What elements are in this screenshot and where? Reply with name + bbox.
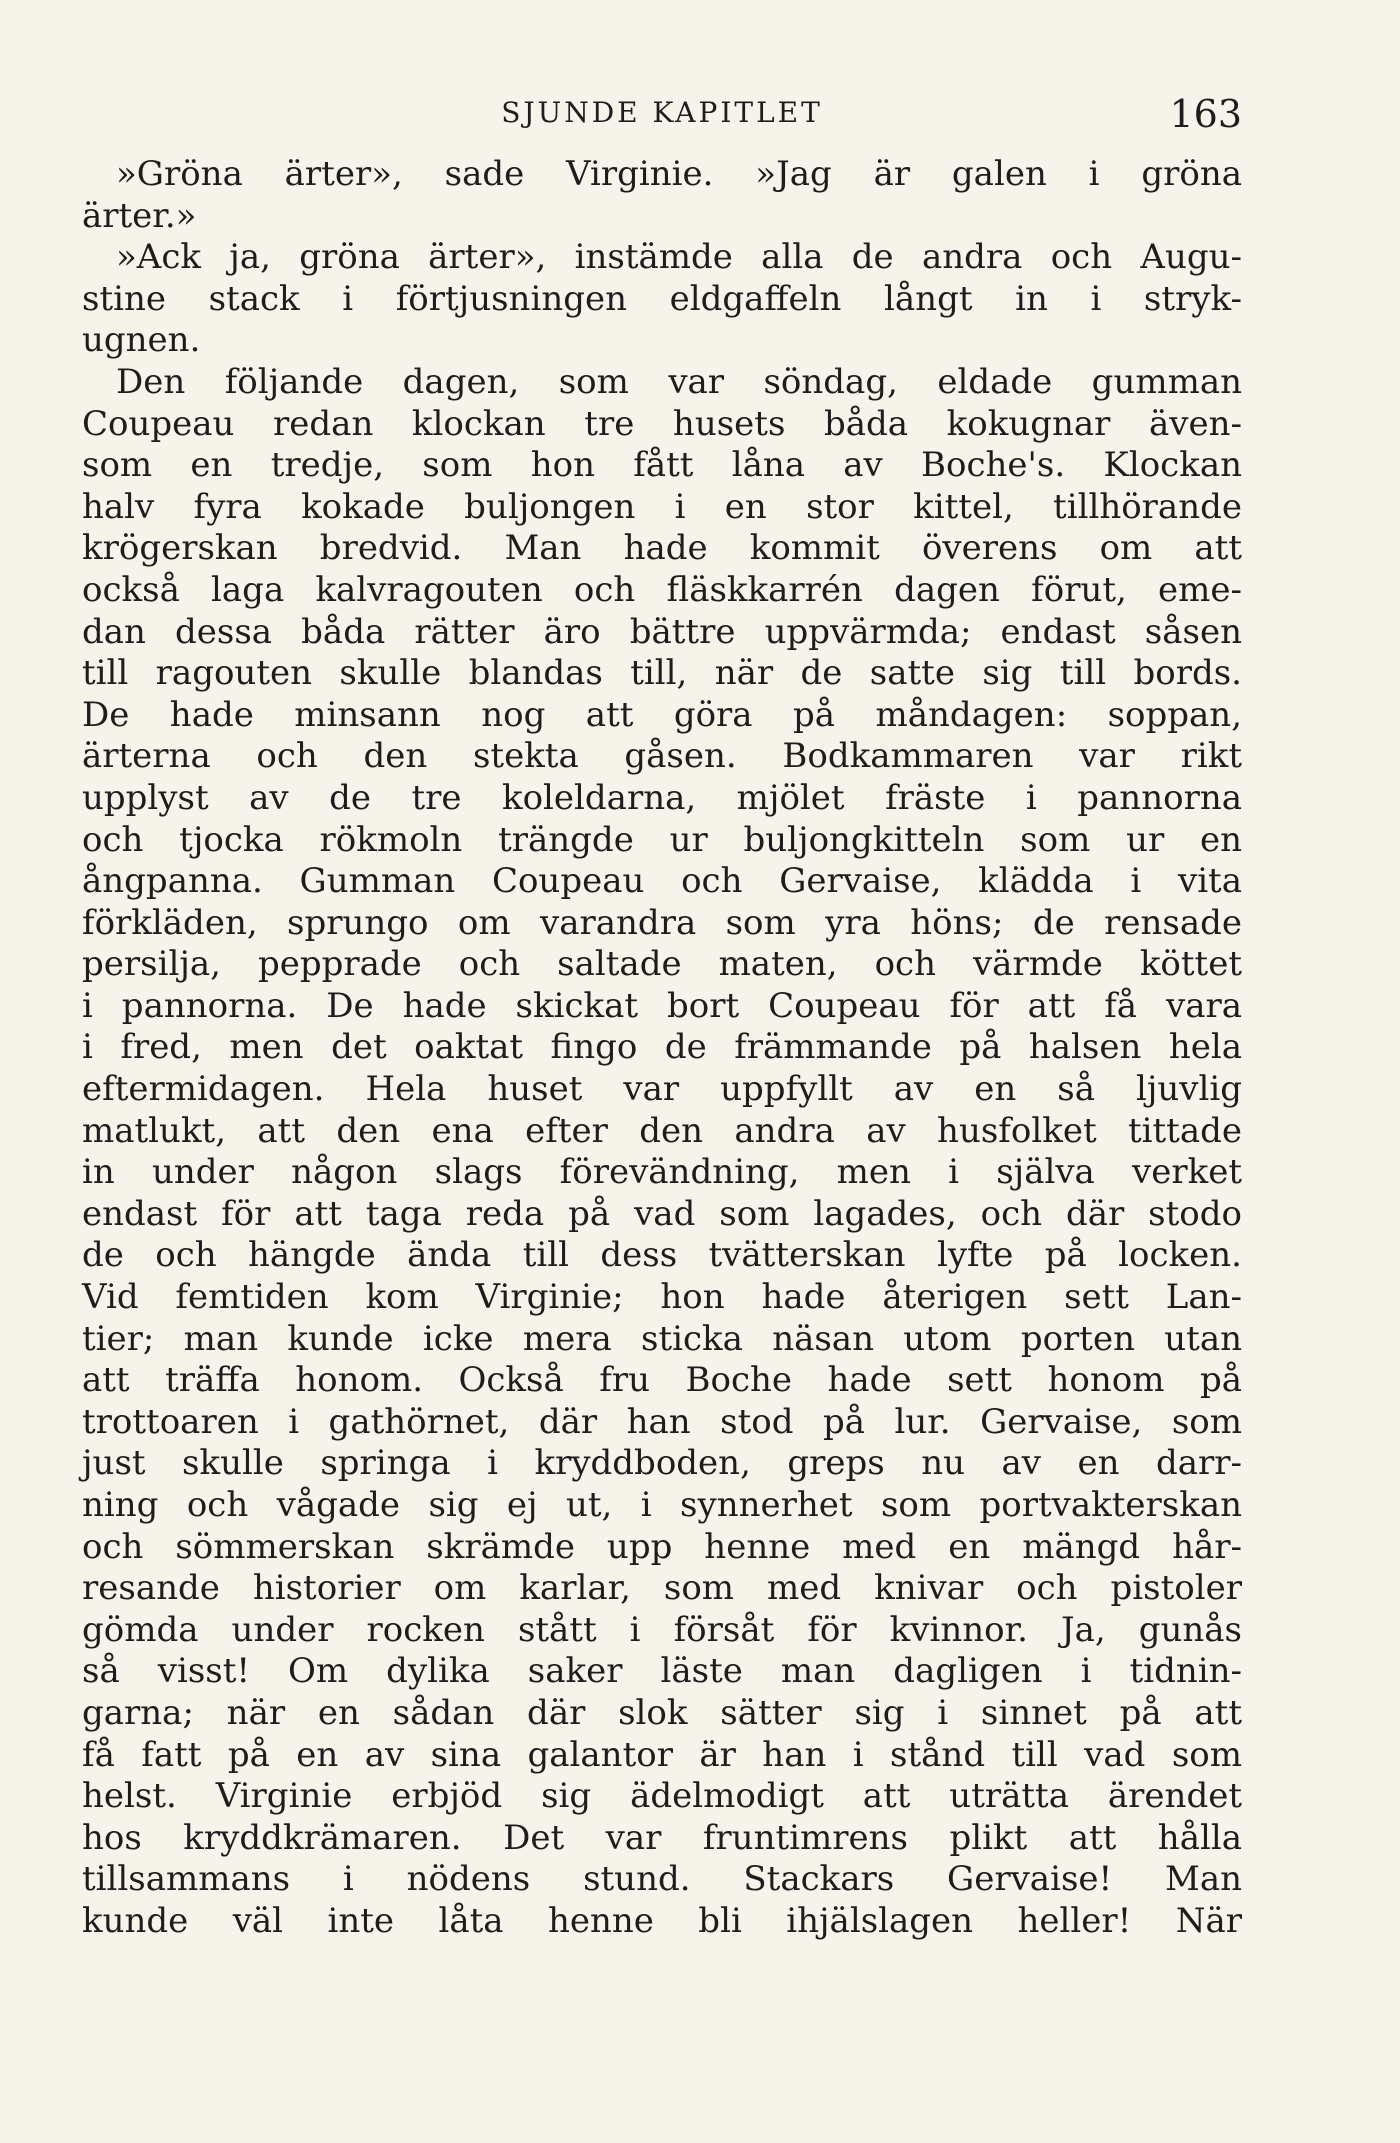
text-line: hos kryddkrämaren. Det var fruntimrens plikt att hålla — [82, 1817, 1242, 1858]
text-line: tillsammans i nödens stund. Stackars Gervaise! Man — [82, 1859, 1242, 1900]
text-line: dan dessa båda rätter äro bättre uppvärmda; endast såsen — [82, 611, 1242, 652]
text-line: och tjocka rökmoln trängde ur buljongkitteln som ur en — [82, 819, 1242, 860]
text-line: trottoaren i gathörnet, där han stod på lur. Gervaise, som — [82, 1401, 1242, 1442]
text-line: Vid femtiden kom Virginie; hon hade återigen sett Lan- — [82, 1277, 1242, 1318]
text-line: upplyst av de tre koleldarna, mjölet fräste i pannorna — [82, 777, 1242, 818]
text-line: helst. Virginie erbjöd sig ädelmodigt att uträtta ärendet — [82, 1776, 1242, 1817]
text-line: krögerskan bredvid. Man hade kommit överens om att — [82, 528, 1242, 569]
body-text — [82, 154, 1242, 1943]
page-number: 163 — [1169, 92, 1242, 136]
text-line: in under någon slags förevändning, men i själva verket — [82, 1152, 1242, 1193]
text-line: ångpanna. Gumman Coupeau och Gervaise, klädda i vita — [82, 861, 1242, 902]
text-line: ugnen. — [82, 320, 201, 361]
text-line: ärter.» — [82, 195, 197, 236]
text-line: just skulle springa i kryddboden, greps nu av en darr- — [82, 1443, 1242, 1484]
text-line: ärterna och den stekta gåsen. Bodkammaren var rikt — [82, 736, 1242, 777]
text-line: Coupeau redan klockan tre husets båda kokugnar även- — [82, 403, 1242, 444]
text-line: så visst! Om dylika saker läste man dagligen i tidnin- — [82, 1651, 1242, 1692]
text-line: garna; när en sådan där slok sätter sig i sinnet på att — [82, 1692, 1242, 1733]
text-line: och sömmerskan skrämde upp henne med en mängd hår- — [82, 1526, 1242, 1567]
text-line: i fred, men det oaktat fingo de främmande på halsen hela — [82, 1027, 1242, 1068]
text-line: kunde väl inte låta henne bli ihjälslagen heller! När — [82, 1900, 1242, 1941]
text-line: eftermidagen. Hela huset var uppfyllt av en så ljuvlig — [82, 1069, 1242, 1110]
text-line: gömda under rocken stått i försåt för kvinnor. Ja, gunås — [82, 1609, 1242, 1650]
text-line: till ragouten skulle blandas till, när de satte sig till bords. — [82, 653, 1242, 694]
text-line: tier; man kunde icke mera sticka näsan utom porten utan — [82, 1318, 1242, 1359]
text-line: endast för att taga reda på vad som lagades, och där stodo — [82, 1193, 1242, 1234]
text-line: De hade minsann nog att göra på måndagen: soppan, — [82, 694, 1242, 735]
text-line: ning och vågade sig ej ut, i synnerhet som portvakterskan — [82, 1485, 1242, 1525]
text-line: resande historier om karlar, som med knivar och pistoler — [82, 1568, 1242, 1609]
text-line: att träffa honom. Också fru Boche hade sett honom på — [82, 1360, 1242, 1401]
text-line: matlukt, att den ena efter den andra av husfolket tittade — [82, 1110, 1242, 1151]
text-line: som en tredje, som hon fått låna av Boche's. Klockan — [82, 445, 1242, 486]
text-line: persilja, pepprade och saltade maten, och värmde köttet — [82, 944, 1242, 985]
text-line: »Ack ja, gröna ärter», instämde alla de andra och Augu- — [116, 237, 1242, 278]
text-line: halv fyra kokade buljongen i en stor kittel, tillhörande — [82, 486, 1242, 527]
running-title: SJUNDE KAPITLET — [501, 96, 823, 129]
page-header — [82, 92, 1242, 142]
text-line: få fatt på en av sina galantor är han i stånd till vad som — [82, 1734, 1242, 1775]
text-line: »Gröna ärter», sade Virginie. »Jag är galen i gröna — [116, 154, 1242, 194]
text-line: förkläden, sprungo om varandra som yra höns; de rensade — [82, 902, 1242, 943]
text-line: också laga kalvragouten och fläskkarrén dagen förut, eme- — [82, 569, 1242, 610]
text-line: de och hängde ända till dess tvätterskan lyfte på locken. — [82, 1235, 1242, 1276]
text-line: Den följande dagen, som var söndag, eldade gumman — [116, 361, 1242, 402]
text-line: i pannorna. De hade skickat bort Coupeau för att få vara — [82, 985, 1242, 1026]
text-line: stine stack i förtjusningen eldgaffeln långt in i stryk- — [82, 278, 1242, 319]
